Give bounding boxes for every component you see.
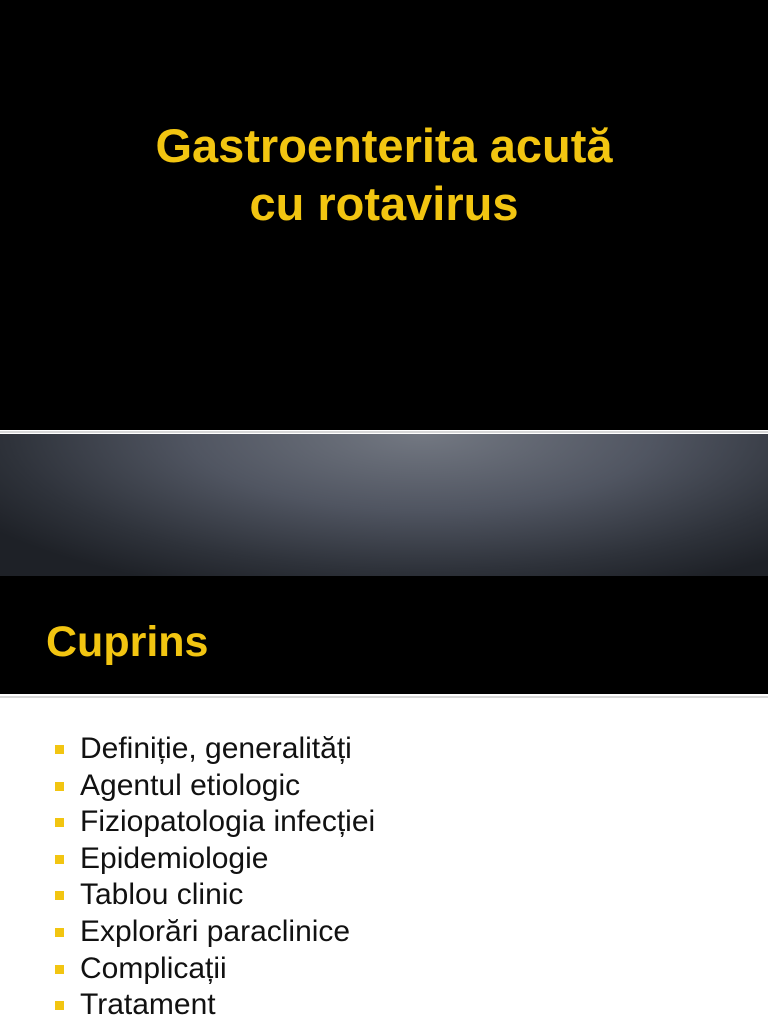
list-item-label: Epidemiologie	[80, 841, 269, 875]
list-item-label: Agentul etiologic	[80, 768, 301, 802]
bullet-square-icon	[55, 818, 64, 827]
list-item	[54, 951, 375, 988]
list-item-label: Definiție, generalități	[80, 732, 352, 765]
bullet-square-icon	[55, 1001, 64, 1010]
header-divider	[0, 696, 768, 698]
bullet-square-icon	[55, 745, 64, 754]
slide-divider	[0, 431, 768, 433]
bullet-square-icon	[55, 782, 64, 791]
list-item-label: Fiziopatologia infecției	[80, 805, 376, 839]
list-item-label: Tratament	[80, 988, 216, 1022]
contents-list	[54, 731, 375, 1024]
list-item-label: Tablou clinic	[80, 878, 244, 912]
list-item	[54, 768, 375, 805]
list-item	[54, 987, 375, 1024]
list-item	[54, 877, 375, 914]
slide-gradient-band	[0, 434, 768, 576]
list-item	[54, 914, 375, 951]
slide-title-line-1: Gastroenterita acută	[155, 119, 613, 172]
bullet-square-icon	[55, 855, 64, 864]
bullet-square-icon	[55, 891, 64, 900]
contents-title: Cuprins	[46, 618, 209, 666]
list-item-label: Explorări paraclinice	[80, 914, 351, 948]
slide-title	[0, 117, 768, 233]
title-slide	[0, 0, 768, 430]
list-item	[54, 841, 375, 878]
bullet-square-icon	[55, 965, 64, 974]
list-item	[54, 731, 375, 768]
list-item-label: Complicații	[80, 951, 227, 985]
list-item	[54, 804, 375, 841]
slide-title-line-2: cu rotavirus	[249, 177, 519, 230]
bullet-square-icon	[55, 928, 64, 937]
